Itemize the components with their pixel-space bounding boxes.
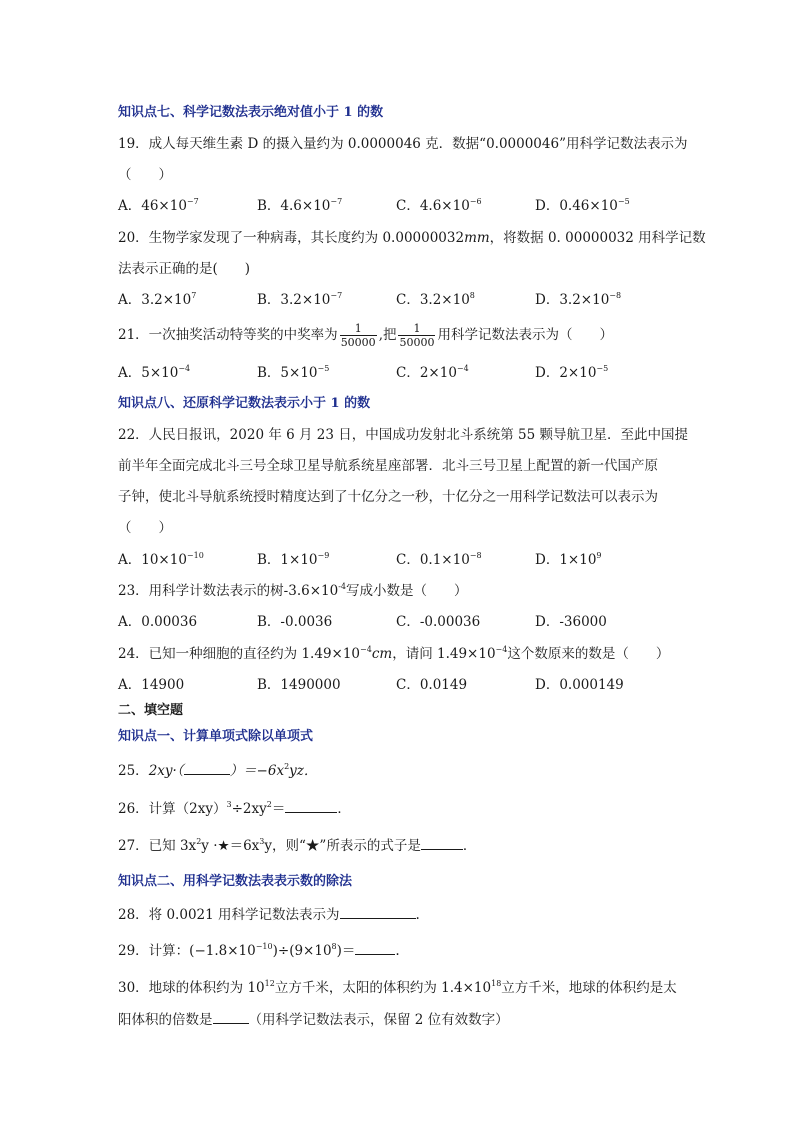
option-text: D．1×10 xyxy=(535,552,597,568)
option-text: B．1×10 xyxy=(257,552,318,568)
text: )÷(9×10 xyxy=(272,943,332,959)
question-21-stem xyxy=(118,320,613,350)
exponent: 8 xyxy=(331,942,337,951)
exponent: 8 xyxy=(469,291,475,300)
option-text: B．4.6×10 xyxy=(257,198,331,214)
text: 29．计算：(−1.8×10 xyxy=(118,943,256,959)
option-text: C．3.2×10 xyxy=(396,292,470,308)
question-20-stem-cont: 法表示正确的是( ) xyxy=(118,261,251,277)
option-text: A．5×10 xyxy=(118,365,179,381)
text: ,把 xyxy=(378,327,397,343)
exponent: −5 xyxy=(617,197,630,206)
fraction xyxy=(398,322,435,349)
q23-option-c[interactable]: C．-0.00036 xyxy=(396,614,481,630)
q23-option-d[interactable]: D．-36000 xyxy=(535,614,607,630)
exponent: −7 xyxy=(186,197,199,206)
text: . xyxy=(395,943,400,959)
question-22-line2: 前半年全面完成北斗三号全球卫星导航系统星座部署．北斗三号卫星上配置的新一代国产原 xyxy=(118,458,658,474)
exponent: -4 xyxy=(338,582,346,591)
q19-option-a[interactable] xyxy=(118,197,199,215)
question-22-paren: （ ） xyxy=(118,520,172,536)
exponent: 7 xyxy=(191,291,197,300)
exponent: 2 xyxy=(266,800,272,809)
option-text: B．5×10 xyxy=(257,365,318,381)
text: 26．计算（2xy） xyxy=(118,801,227,817)
expression: yz． xyxy=(289,763,318,779)
text: 25． xyxy=(118,763,149,779)
question-27 xyxy=(118,837,476,855)
text: . xyxy=(415,907,420,923)
text: )＝ xyxy=(336,943,356,959)
exponent: −5 xyxy=(596,364,609,373)
section-header-7: 知识点七、科学记数法表示绝对值小于 1 的数 xyxy=(118,105,384,120)
q23-option-b[interactable]: B．-0.0036 xyxy=(257,614,333,630)
text: 写成小数是（ ） xyxy=(346,583,468,599)
question-19-stem: 19．成人每天维生素 D 的摄入量约为 0.0000046 克．数据“0.0000046”用科学记数法表示为 xyxy=(118,136,688,152)
denominator: 50000 xyxy=(399,336,435,349)
text: ． xyxy=(462,838,477,854)
question-23-stem xyxy=(118,582,468,600)
question-28 xyxy=(118,906,420,924)
exponent: 3 xyxy=(226,800,232,809)
q19-option-b[interactable] xyxy=(257,197,342,215)
text: 20．生物学家发现了一种病毒，其长度约为 0.00000032 xyxy=(118,230,465,246)
option-text: A．3.2×10 xyxy=(118,292,192,308)
option-text: B．3.2×10 xyxy=(257,292,331,308)
question-29 xyxy=(118,942,400,960)
question-22-line3: 子钟，使北斗导航系统授时精度达到了十亿分之一秒，十亿分之一用科学记数法可以表示为 xyxy=(118,489,658,505)
numerator: 1 xyxy=(340,322,377,336)
text: ，将数据 0. 00000032 用科学记数 xyxy=(489,230,706,246)
exponent: −9 xyxy=(317,551,330,560)
unit: cm xyxy=(371,646,393,662)
option-text: C．0.1×10 xyxy=(396,552,470,568)
exponent: −6 xyxy=(469,197,482,206)
answer-blank[interactable] xyxy=(184,762,230,775)
exponent: −10 xyxy=(255,942,273,951)
q22-option-b[interactable] xyxy=(257,551,329,569)
q19-option-d[interactable] xyxy=(535,197,630,215)
answer-blank[interactable] xyxy=(355,942,395,955)
text: 用科学记数法表示为（ ） xyxy=(437,327,613,343)
expression: 2xy·（ xyxy=(148,763,184,779)
unit: mm xyxy=(464,230,490,246)
q24-option-d[interactable]: D．0.000149 xyxy=(535,677,624,693)
option-text: A．10×10 xyxy=(118,552,187,568)
text: （用科学记数法表示，保留 2 位有效数字） xyxy=(248,1012,509,1028)
exponent: 2 xyxy=(284,762,290,771)
text: y，则“★”所表示的式子是 xyxy=(264,838,421,854)
denominator: 50000 xyxy=(340,336,376,349)
text: 30．地球的体积约为 10 xyxy=(118,980,265,996)
answer-blank[interactable] xyxy=(213,1011,249,1024)
question-30-line1 xyxy=(118,979,677,997)
expression: ）＝−6x xyxy=(229,763,285,779)
text: ． xyxy=(337,801,351,817)
text: ＝ xyxy=(271,801,286,817)
q21-option-a[interactable] xyxy=(118,364,190,382)
text: 23．用科学计数法表示的树-3.6×10 xyxy=(118,583,339,599)
section-header-f1: 知识点一、计算单项式除以单项式 xyxy=(118,729,314,744)
q22-option-a[interactable] xyxy=(118,551,204,569)
q20-option-b[interactable] xyxy=(257,291,342,309)
question-25 xyxy=(118,762,317,780)
text: y ·★＝6x xyxy=(201,838,260,854)
exponent: −7 xyxy=(330,197,343,206)
exponent: −4 xyxy=(360,645,372,654)
question-22-line1: 22．人民日报讯，2020 年 6 月 23 日，中国成功发射北斗系统第 55 颗导航卫星．至此中国提 xyxy=(118,427,689,443)
q24-option-b[interactable]: B．1490000 xyxy=(257,677,341,693)
question-30-line2 xyxy=(118,1011,509,1029)
exponent: −8 xyxy=(609,291,622,300)
q21-option-b[interactable] xyxy=(257,364,329,382)
exponent: 9 xyxy=(596,551,602,560)
text: 28．将 0.0021 用科学记数法表示为 xyxy=(118,907,340,923)
exponent: −4 xyxy=(456,364,469,373)
q22-option-d[interactable] xyxy=(535,551,602,569)
exponent: 3 xyxy=(259,837,265,846)
q22-option-c[interactable] xyxy=(396,551,482,569)
text: 阳体积的倍数是 xyxy=(118,1012,213,1028)
numerator: 1 xyxy=(398,322,435,336)
exponent: −4 xyxy=(178,364,191,373)
exponent: −7 xyxy=(330,291,343,300)
section-header-8: 知识点八、还原科学记数法表示小于 1 的数 xyxy=(118,396,371,411)
text: 立方千米，太阳的体积约为 1.4×10 xyxy=(274,980,492,996)
option-text: D．3.2×10 xyxy=(535,292,610,308)
q23-option-a[interactable]: A．0.00036 xyxy=(118,614,198,630)
question-20-stem xyxy=(118,229,706,247)
option-text: C．2×10 xyxy=(396,365,457,381)
text: 这个数原来的数是（ ） xyxy=(507,646,670,662)
q20-option-c[interactable] xyxy=(396,291,475,309)
exponent: −8 xyxy=(469,551,482,560)
question-24-stem xyxy=(118,645,669,663)
answer-blank[interactable] xyxy=(340,906,416,919)
text: ，请问 1.49×10 xyxy=(392,646,496,662)
q20-option-d[interactable] xyxy=(535,291,621,309)
q21-option-c[interactable] xyxy=(396,364,469,382)
q20-option-a[interactable] xyxy=(118,291,196,309)
option-text: C．4.6×10 xyxy=(396,198,470,214)
text: 27．已知 3x xyxy=(118,838,197,854)
exponent: 2 xyxy=(196,837,202,846)
question-26 xyxy=(118,800,351,818)
section-fill-in: 二、填空题 xyxy=(118,703,184,718)
exponent: 18 xyxy=(491,979,502,988)
text: ÷2xy xyxy=(231,801,267,817)
answer-blank[interactable] xyxy=(285,800,337,813)
question-19-paren: （ ） xyxy=(118,167,172,183)
answer-blank[interactable] xyxy=(421,837,463,850)
fraction xyxy=(340,322,377,349)
q24-option-a[interactable]: A．14900 xyxy=(118,677,185,693)
text: 立方千米，地球的体积约是太 xyxy=(501,980,677,996)
exponent: 12 xyxy=(264,979,275,988)
exponent: −10 xyxy=(186,551,204,560)
q24-option-c[interactable]: C．0.0149 xyxy=(396,677,468,693)
option-text: D．2×10 xyxy=(535,365,597,381)
option-text: A．46×10 xyxy=(118,198,187,214)
text: 24．已知一种细胞的直径约为 1.49×10 xyxy=(118,646,361,662)
option-text: D．0.46×10 xyxy=(535,198,618,214)
exponent: −5 xyxy=(317,364,330,373)
text: 21．一次抽奖活动特等奖的中奖率为 xyxy=(118,327,338,343)
q19-option-c[interactable] xyxy=(396,197,482,215)
q21-option-d[interactable] xyxy=(535,364,608,382)
exponent: −4 xyxy=(495,645,508,654)
section-header-f2: 知识点二、用科学记数法表表示数的除法 xyxy=(118,874,353,889)
